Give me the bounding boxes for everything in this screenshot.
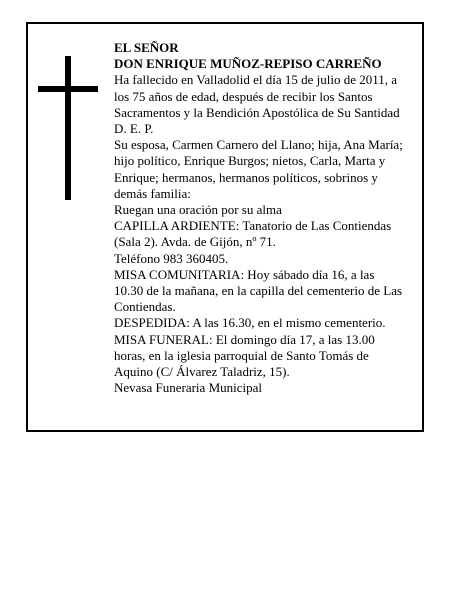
body-line: Nevasa Funeraria Municipal: [114, 380, 263, 396]
body-line: CAPILLA ARDIENTE: Tanatorio de Las Contiendas: [114, 218, 392, 234]
body-line: Sacramentos y la Bendición Apostólica de Su Santidad: [114, 104, 400, 120]
body-line: los 75 años de edad, después de recibir los Santos: [114, 88, 373, 104]
body-line: Enrique; hermanos, hermanos políticos, sobrinos y: [114, 169, 378, 185]
deceased-name: DON ENRIQUE MUÑOZ-REPISO CARREÑO: [114, 56, 382, 72]
body-line: (Sala 2). Avda. de Gijón, nº 71.: [114, 234, 276, 250]
body-line: D. E. P.: [114, 121, 154, 137]
body-line: Contiendas.: [114, 299, 176, 315]
body-line: horas, en la iglesia parroquial de Santo Tomás de: [114, 347, 369, 363]
obituary-text: [114, 40, 420, 396]
body-line: Ha fallecido en Valladolid el día 15 de julio de 2011, a: [114, 72, 398, 88]
body-line: DESPEDIDA: A las 16.30, en el mismo cementerio.: [114, 315, 386, 331]
body-line: Aquino (C/ Álvarez Taladriz, 15).: [114, 364, 290, 380]
body-line: hijo político, Enrique Burgos; nietos, Carla, Marta y: [114, 153, 386, 169]
body-line: Teléfono 983 360405.: [114, 250, 229, 266]
body-line: Su esposa, Carmen Carnero del Llano; hija, Ana María;: [114, 137, 403, 153]
cross-icon: [38, 56, 100, 200]
body-line: demás familia:: [114, 185, 191, 201]
cross-horizontal-bar: [38, 86, 98, 92]
cross-vertical-bar: [65, 56, 71, 200]
title-line: EL SEÑOR: [114, 40, 179, 55]
body-line: 10.30 de la mañana, en la capilla del cementerio de Las: [114, 283, 403, 299]
body-line: MISA FUNERAL: El domingo día 17, a las 13.00: [114, 331, 375, 347]
body-line: MISA COMUNITARIA: Hoy sábado día 16, a las: [114, 266, 375, 282]
body-line: Ruegan una oración por su alma: [114, 202, 282, 218]
obituary-notice: [26, 22, 424, 432]
